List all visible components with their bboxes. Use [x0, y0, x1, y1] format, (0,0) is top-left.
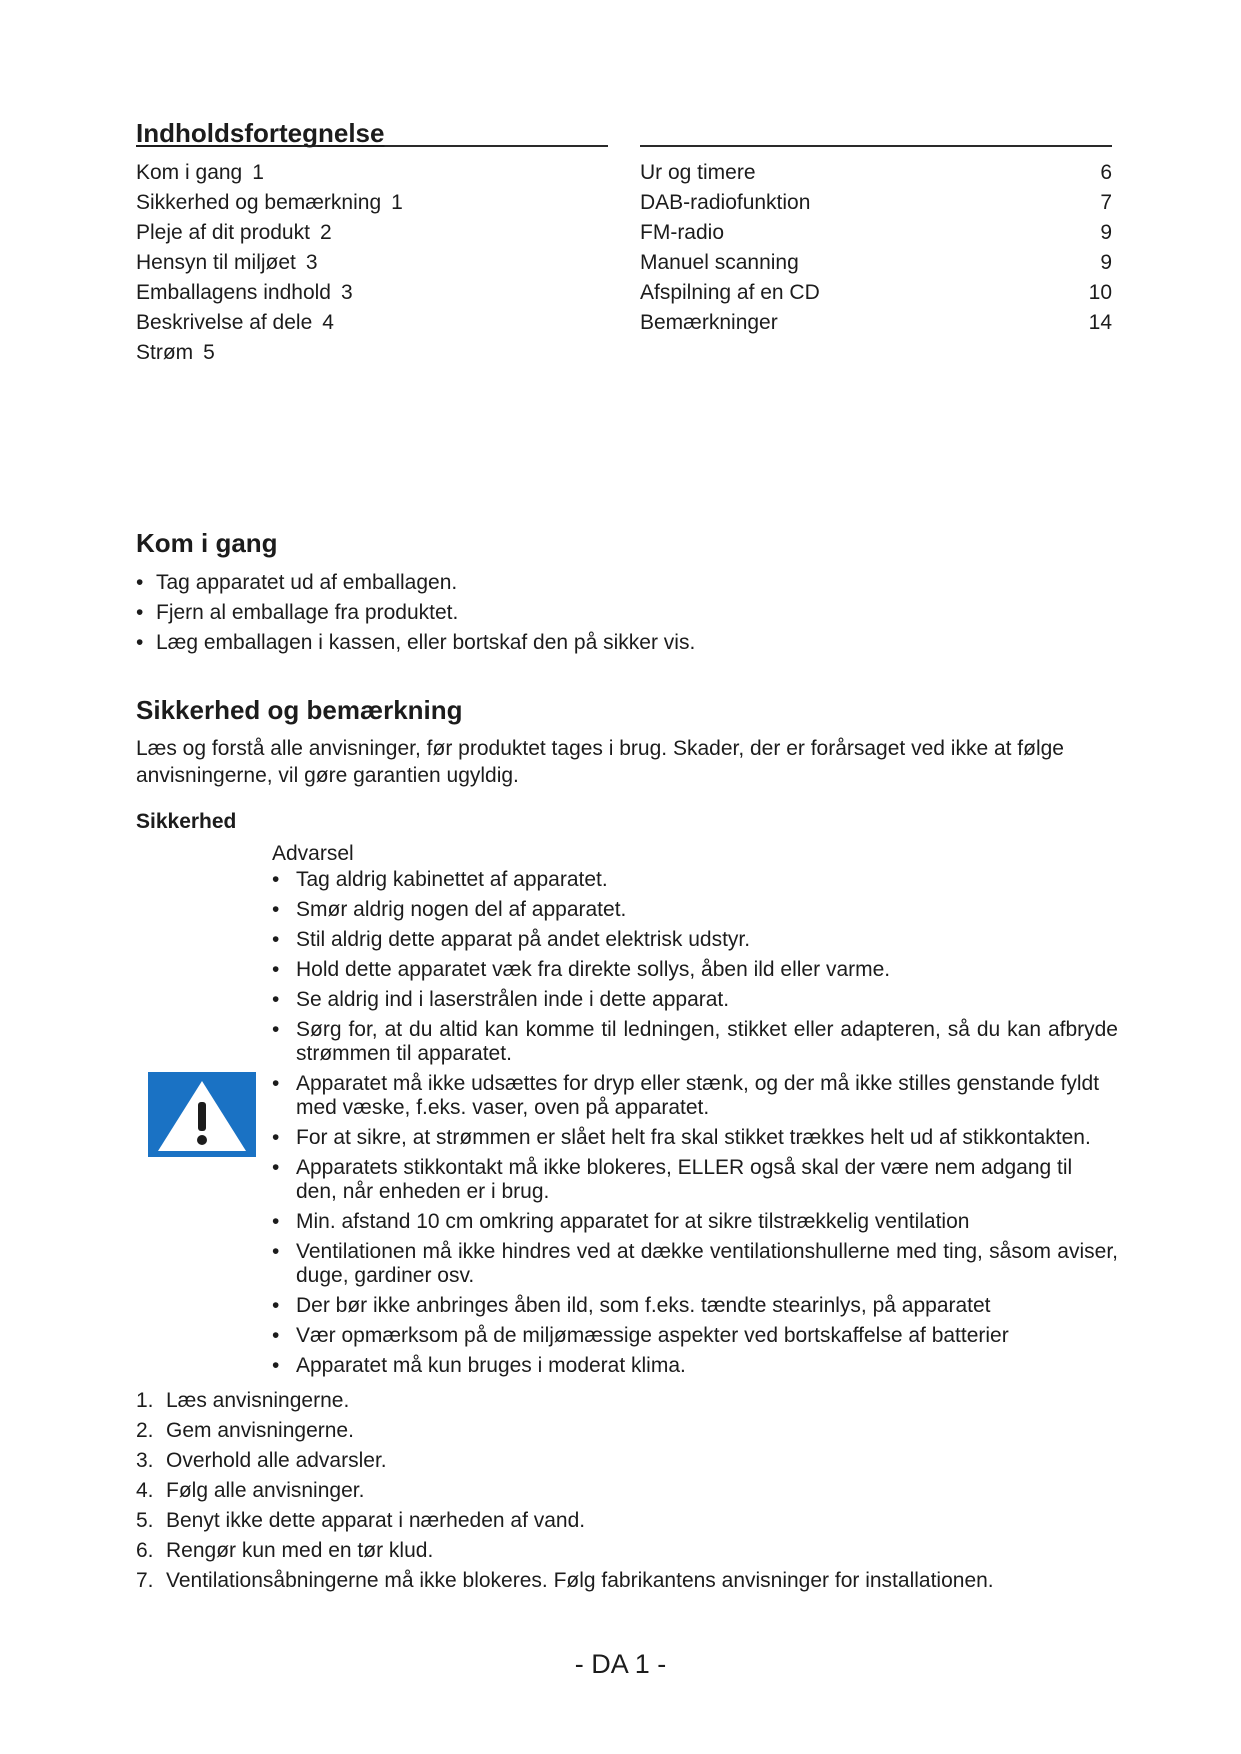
warning-item: • Apparatets stikkontakt må ikke blokeres, ELLER også skal der være nem adgang til den, når enheden er i brug. [272, 1156, 1118, 1204]
instruction-item: 5. Benyt ikke dette apparat i nærheden af vand. [136, 1509, 586, 1532]
toc-left-column [136, 118, 608, 368]
toc-entry[interactable]: FM-radio 9 [640, 221, 1112, 244]
list-item: • Tag apparatet ud af emballagen. [136, 571, 1036, 595]
warning-item: • Apparatet må kun bruges i moderat klima. [272, 1354, 1118, 1378]
warning-item: • Vær opmærksom på de miljømæssige aspekter ved bortskaffelse af batterier [272, 1324, 1118, 1348]
warning-list [272, 868, 1118, 1384]
warning-item: • Apparatet må ikke udsættes for dryp eller stænk, og der må ikke stilles genstande fyldt med væske, f.eks. vaser, oven på apparatet. [272, 1072, 1118, 1120]
toc-rule [640, 118, 1112, 147]
getting-started-heading: Kom i gang [136, 528, 278, 558]
warning-item: • Min. afstand 10 cm omkring apparatet for at sikre tilstrækkelig ventilation [272, 1210, 1118, 1234]
instruction-item: 4. Følg alle anvisninger. [136, 1479, 365, 1502]
warning-triangle-icon [148, 1072, 256, 1157]
toc-entry[interactable]: Emballagens indhold 3 [136, 281, 353, 304]
toc-entry[interactable]: Kom i gang 1 [136, 161, 264, 184]
warning-item: • Smør aldrig nogen del af apparatet. [272, 898, 1118, 922]
list-item: • Fjern al emballage fra produktet. [136, 601, 1036, 625]
toc-entry[interactable]: Beskrivelse af dele 4 [136, 311, 334, 334]
warning-item: • Tag aldrig kabinettet af apparatet. [272, 868, 1118, 892]
toc-right-column [640, 118, 1112, 338]
warning-item: • Hold dette apparatet væk fra direkte sollys, åben ild eller varme. [272, 958, 1118, 982]
warning-item: • Ventilationen må ikke hindres ved at dække ventilationshullerne med ting, såsom aviser, duge, gardiner osv. [272, 1240, 1118, 1288]
toc-entry[interactable]: Bemærkninger 14 [640, 311, 1112, 334]
instruction-item: 7. Ventilationsåbningerne må ikke blokeres. Følg fabrikantens anvisninger for installationen. [136, 1569, 994, 1592]
warning-item: • For at sikre, at strømmen er slået helt fra skal stikket trækkes helt ud af stikkontakten. [272, 1126, 1118, 1150]
warning-item: • Stil aldrig dette apparat på andet elektrisk udstyr. [272, 928, 1118, 952]
instructions-list [136, 1386, 994, 1596]
toc-entry[interactable]: Hensyn til miljøet 3 [136, 251, 318, 274]
toc-entry[interactable]: Ur og timere 6 [640, 161, 1112, 184]
warning-item: • Se aldrig ind i laserstrålen inde i dette apparat. [272, 988, 1118, 1012]
page-number: - DA 1 - [574, 1649, 667, 1679]
instruction-item: 6. Rengør kun med en tør klud. [136, 1539, 434, 1562]
toc-entry[interactable]: Manuel scanning 9 [640, 251, 1112, 274]
warning-title: Advarsel [272, 842, 354, 865]
instruction-item: 3. Overhold alle advarsler. [136, 1449, 387, 1472]
toc-list-left [136, 158, 608, 368]
safety-intro: Læs og forstå alle anvisninger, før produktet tages i brug. Skader, der er forårsaget ved ikke at følge anvisningerne, vil gøre garantien ugyldig. [136, 737, 1064, 787]
warning-item: • Sørg for, at du altid kan komme til ledningen, stikket eller adapteren, så du kan afbryde strømmen til apparatet. [272, 1018, 1118, 1066]
list-item: • Læg emballagen i kassen, eller bortskaf den på sikker vis. [136, 631, 1036, 655]
safety-heading: Sikkerhed og bemærkning [136, 695, 463, 725]
toc-entry[interactable]: Afspilning af en CD 10 [640, 281, 1112, 304]
safety-subheading: Sikkerhed [136, 810, 237, 833]
toc-entry[interactable]: Pleje af dit produkt 2 [136, 221, 332, 244]
warning-item: • Der bør ikke anbringes åben ild, som f.eks. tændte stearinlys, på apparatet [272, 1294, 1118, 1318]
toc-entry[interactable]: Sikkerhed og bemærkning 1 [136, 191, 403, 214]
toc-title: Indholdsfortegnelse [136, 118, 608, 147]
instruction-item: 2. Gem anvisningerne. [136, 1419, 354, 1442]
toc-entry[interactable]: Strøm 5 [136, 341, 215, 364]
getting-started-list [136, 571, 1036, 655]
instruction-item: 1. Læs anvisningerne. [136, 1389, 350, 1412]
toc-entry[interactable]: DAB-radiofunktion 7 [640, 191, 1112, 214]
toc-list-right [640, 158, 1112, 338]
